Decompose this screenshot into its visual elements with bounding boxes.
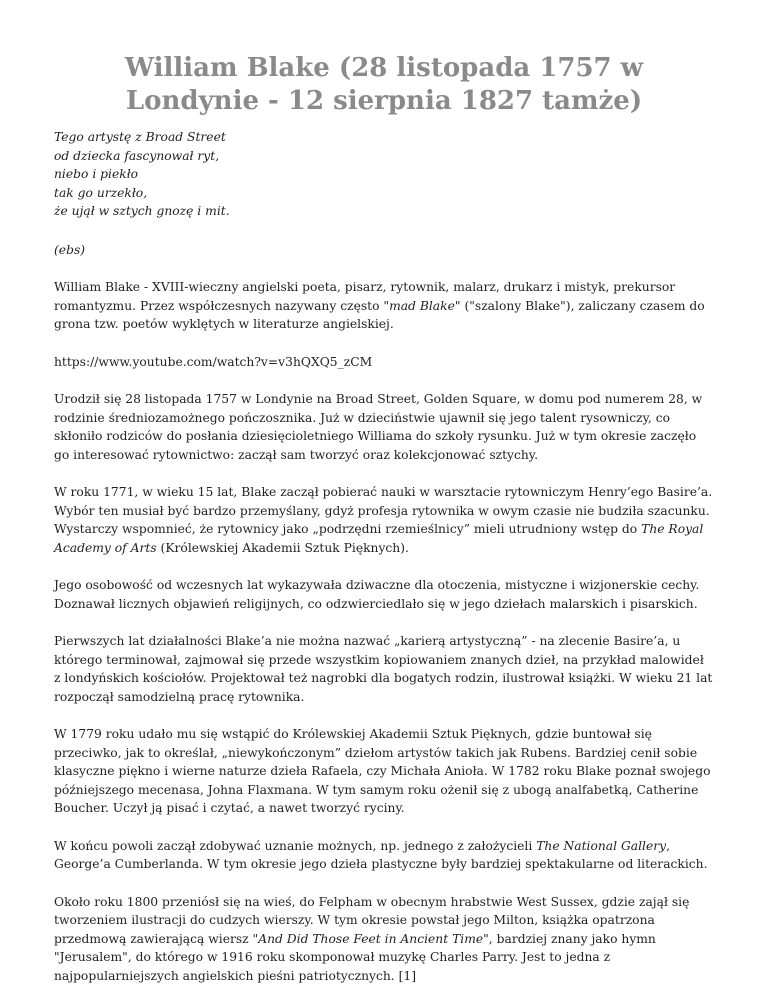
poem-line: Tego artystę z Broad Street [54,130,226,144]
text-run: Około roku 1800 przeniósł się na wieś, do Felpham w obecnym hrabstwie West Sussex, gdzie zajął się tworzeniem ilustracji do cudzych wierszy. W tym okresie powstał jego Milton, książka opatrzona przedmową zawierającą wiersz " [54,894,690,946]
epigraph-poem [54,128,714,221]
poem-line: że ujął w sztych gnozę i mit. [54,204,230,218]
emphasis-text: And Did Those Feet in Ancient Time [258,931,484,946]
page-title: William Blake (28 listopada 1757 w Londynie - 12 sierpnia 1827 tamże) [124,53,644,116]
paragraph-academy: W 1779 roku udało mu się wstąpić do Królewskiej Akademii Sztuk Pięknych, gdzie buntował się przeciwko, jak to określał, „niewykończonym” dziełom artystów takich jak Rubens. Bardziej cenił sobie klasyczne piękno i wierne naturze dzieła Rafaela, czy Michała Anioła. W 1782 roku Blake poznał swojego późniejszego mecenasa, Johna Flaxmana. W tym samym roku ożenił się z ubogą analfabetką, Catherine Boucher. Uczył ją pisać i czytać, a nawet tworzyć ryciny. [54,727,711,815]
poem-line: niebo i piekło [54,167,139,181]
paragraph-personality: Jego osobowość od wczesnych lat wykazywała dziwaczne dla otoczenia, mistyczne i wizjonerskie cechy. Doznawał licznych objawień religijnych, co odzwierciedlało się w jego dziełach malarskich i pisarskich. [54,578,700,611]
paragraph-apprenticeship [54,483,714,557]
text-run: (Królewskiej Akademii Sztuk Pięknych). [156,540,409,555]
emphasis-text: The Royal Academy of Arts [54,522,704,555]
emphasis-text: The National Gallery [536,838,667,853]
poem-line: tak go urzekło, [54,185,148,200]
text-run: W końcu powoli zaczął zdobywać uznanie możnych, np. jednego z założycieli [54,838,537,853]
text-run: , George’a Cumberlanda. W tym okresie jego dzieła plastyczne były bardziej spektakularne od literackich. [54,838,708,871]
emphasis-text: mad Blake [389,298,455,313]
paragraph-birth: Urodził się 28 listopada 1757 w Londynie na Broad Street, Golden Square, w domu pod numerem 28, w rodzinie średniozamożnego pończosznika. Już w dzieciństwie ujawnił się jego talent rysowniczy, co skłoniło rodziców do posłania dziesięcioletniego Williama do szkoły rysunku. Już w tym okresie zaczęło go interesować rytownictwo: zaczął sam tworzyć oraz kolekcjonować sztychy. [54,392,703,462]
poem-signature: (ebs) [54,242,86,257]
youtube-link[interactable]: https://www.youtube.com/watch?v=v3hQXQ5_zCM [54,354,373,369]
text-run: W roku 1771, w wieku 15 lat, Blake zaczął pobierać nauki w warsztacie rytowniczym Henry’ego Basire’a. Wybór ten musiał być bardzo przemyślany, gdyż profesja rytownika w owym czasie nie budziła szacunku. Wystarczy wspomnieć, że rytownicy jako „podrzędni rzemieślnicy” mieli utrudniony wstęp do [54,485,713,536]
paragraph-early-career: Pierwszych lat działalności Blake’a nie można nazwać „karierą artystyczną” - na zlecenie Basire’a, u którego terminował, zajmował się przede wszystkim kopiowaniem znanych dzieł, na przykład malowideł z londyńskich kościołów. Projektował też nagrobki dla bogatych rodzin, ilustrował książki. W wieku 21 lat rozpoczął samodzielną pracę rytownika. [54,634,713,704]
poem-line: od dziecka fascynował ryt, [54,148,220,163]
text-run: ", bardziej znany jako hymn "Jerusalem", do którego w 1916 roku skomponował muzykę Charles Parry. Jest to jedna z najpopularniejszych angielskich pieśni patriotycznych. [1] [54,931,656,983]
paragraph-felpham [54,893,714,986]
text-run: " ("szalony Blake"), zaliczany czasem do grona tzw. poetów wyklętych w literaturze angielskiej. [54,298,705,331]
paragraph-intro [54,278,714,334]
text-run: William Blake - XVIII-wieczny angielski poeta, pisarz, rytownik, malarz, drukarz i mistyk, prekursor romantyzmu. Przez współczesnych nazywany często " [54,280,676,313]
paragraph-recognition [54,837,714,874]
